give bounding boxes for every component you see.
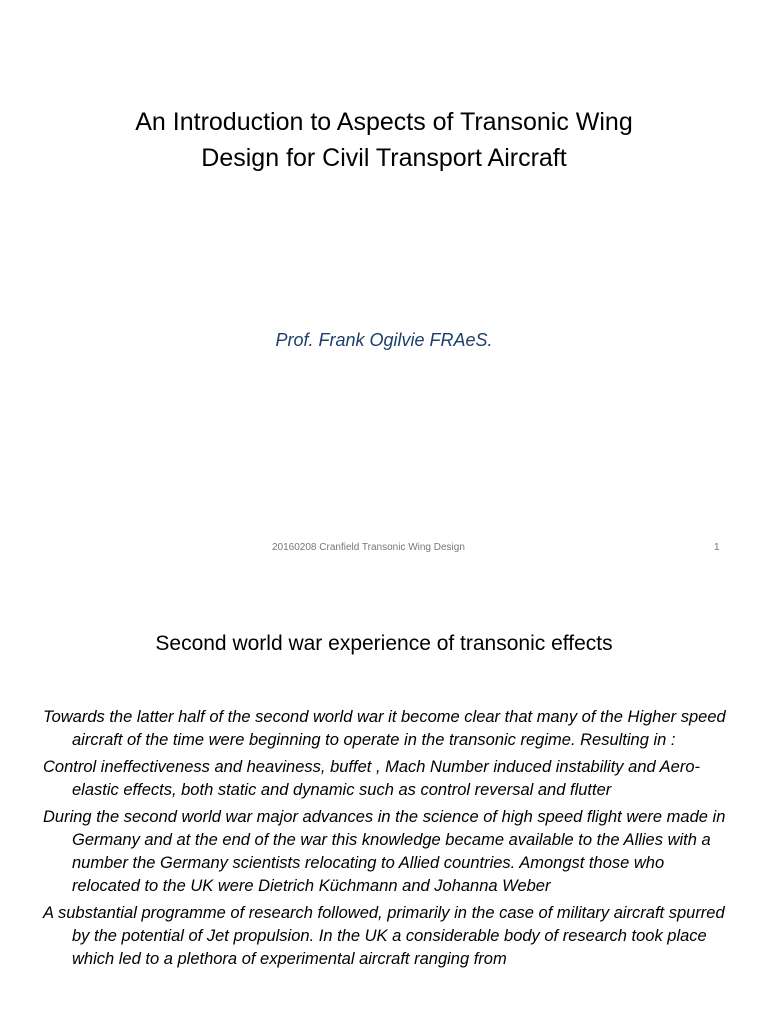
slide-2 (0, 576, 768, 1024)
author-name: Prof. Frank Ogilvie FRAeS. (275, 330, 493, 350)
title-line-2: Design for Civil Transport Aircraft (201, 144, 567, 172)
title-line-1: An Introduction to Aspects of Transonic Wing (135, 108, 633, 136)
paragraph-4: A substantial programme of research followed, primarily in the case of military aircraft spurred by the potential of Jet propulsion. In the UK a considerable body of research took place which led to a plethora of experimental aircraft ranging from (43, 904, 725, 968)
slide-heading: Second world war experience of transonic effects (155, 632, 613, 655)
slide-title (40, 104, 728, 176)
slide-body (43, 706, 733, 975)
slide-footer-text: 20160208 Cranfield Transonic Wing Design (272, 542, 465, 553)
paragraph-1: Towards the latter half of the second world war it become clear that many of the Higher speed aircraft of the time were beginning to operate in the transonic regime. Resulting in : (43, 708, 726, 749)
slide-page-number: 1 (714, 542, 720, 553)
paragraph-3: During the second world war major advances in the science of high speed flight were made in Germany and at the end of the war this knowledge became available to the Allies with a number the Germany scientists relocating to Allied countries. Amongst those who relocated to the UK were Dietrich Küchmann and Johanna Weber (43, 808, 726, 895)
paragraph-2: Control ineffectiveness and heaviness, buffet , Mach Number induced instability and Aero-elastic effects, both static and dynamic such as control reversal and flutter (43, 758, 700, 799)
